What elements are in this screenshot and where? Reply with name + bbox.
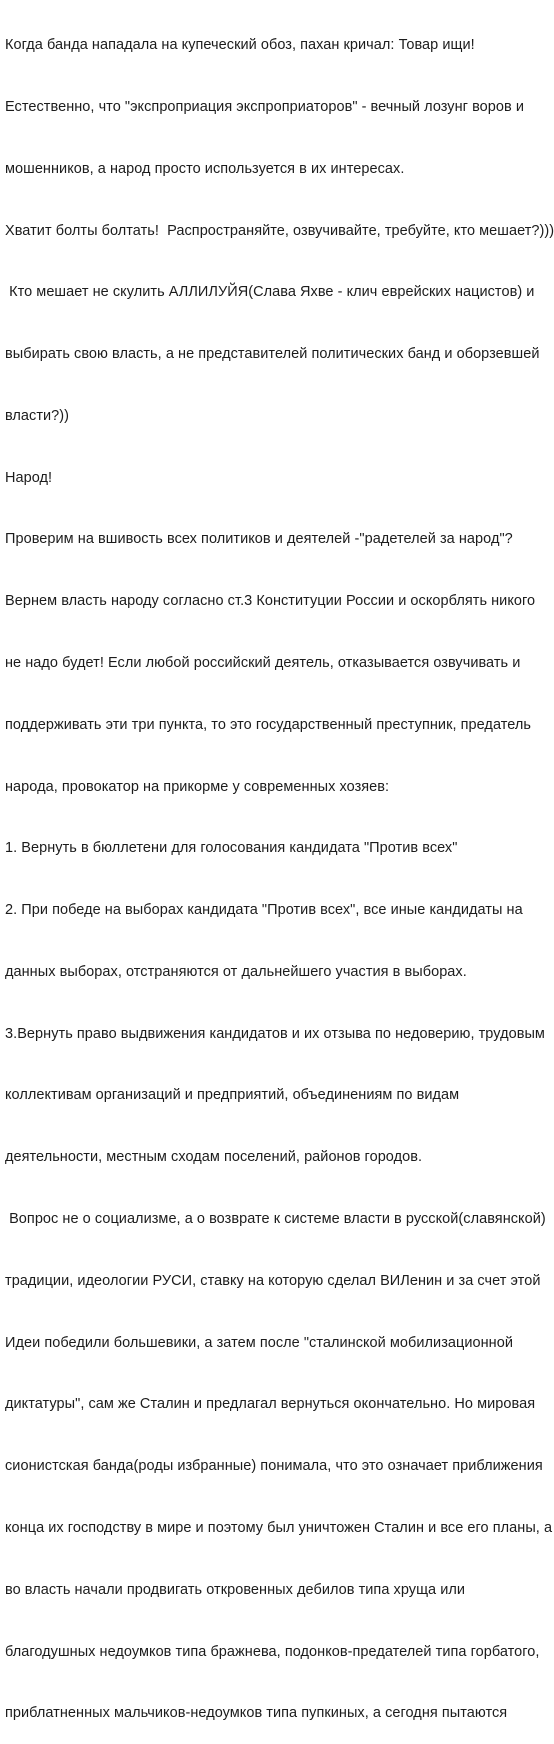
text-line: Кто мешает не скулить АЛЛИЛУЙЯ(Слава Яхве - клич еврейских нацистов) и: [5, 284, 535, 301]
text-line: Вопрос не о социализме, а о возврате к системе власти в русской(славянской): [5, 1211, 546, 1228]
text-line: Хватит болты болтать! Распространяйте, озвучивайте, требуйте, кто мешает?))): [5, 222, 554, 239]
text-line: коллективам организаций и предприятий, объединениям по видам: [5, 1087, 460, 1104]
text-line: Естественно, что "экспроприация экспроприаторов" - вечный лозунг воров и: [5, 98, 524, 115]
text-line: приблатненных мальчиков-недоумков типа пупкиных, а сегодня пытаются: [5, 1705, 508, 1722]
text-line: 1. Вернуть в бюллетени для голосования кандидата "Против всех": [5, 840, 458, 857]
text-line: сионистская банда(роды избранные) понимала, что это означает приближения: [5, 1458, 543, 1475]
text-line: Вернем власть народу согласно ст.3 Конституции России и оскорблять никого: [5, 593, 536, 610]
text-line: Народ!: [5, 469, 53, 486]
text-line: народа, провокатор на прикорме у современных хозяев:: [5, 778, 390, 795]
text-line: во власть начали продвигать откровенных дебилов типа хруща или: [5, 1581, 466, 1598]
text-line: конца их господству в мире и поэтому был уничтожен Сталин и все его планы, а: [5, 1519, 553, 1536]
text-line: мошенников, а народ просто используется в их интересах.: [5, 160, 405, 177]
text-line: выбирать свою власть, а не представителей политических банд и оборзевшей: [5, 346, 540, 363]
text-line: традиции, идеологии РУСИ, ставку на которую сделал ВИЛенин и за счет этой: [5, 1272, 541, 1289]
text-line: Проверим на вшивость всех политиков и деятелей -"радетелей за народ"?: [5, 531, 513, 548]
text-line: диктатуры", сам же Сталин и предлагал вернуться окончательно. Но мировая: [5, 1396, 536, 1413]
text-line: Идеи победили большевики, а затем после "сталинской мобилизационной: [5, 1334, 514, 1351]
text-line: 3.Вернуть право выдвижения кандидатов и их отзыва по недоверию, трудовым: [5, 1025, 545, 1042]
text-line: власти?)): [5, 407, 70, 424]
text-line: деятельности, местным сходам поселений, районов городов.: [5, 1149, 423, 1166]
text-line: благодушных недоумков типа бражнева, подонков-предателей типа горбатого,: [5, 1643, 540, 1660]
text-line: поддерживать эти три пункта, то это государственный преступник, предатель: [5, 716, 532, 733]
text-line: данных выборах, отстраняются от дальнейшего участия в выборах.: [5, 963, 467, 980]
text-line: 2. При победе на выборах кандидата "Против всех", все иные кандидаты на: [5, 902, 523, 919]
post-text: [5, 0, 554, 1744]
text-line: Когда банда нападала на купеческий обоз, пахан кричал: Товар ищи!: [5, 37, 475, 54]
text-line: не надо будет! Если любой российский деятель, отказывается озвучивать и: [5, 655, 521, 671]
